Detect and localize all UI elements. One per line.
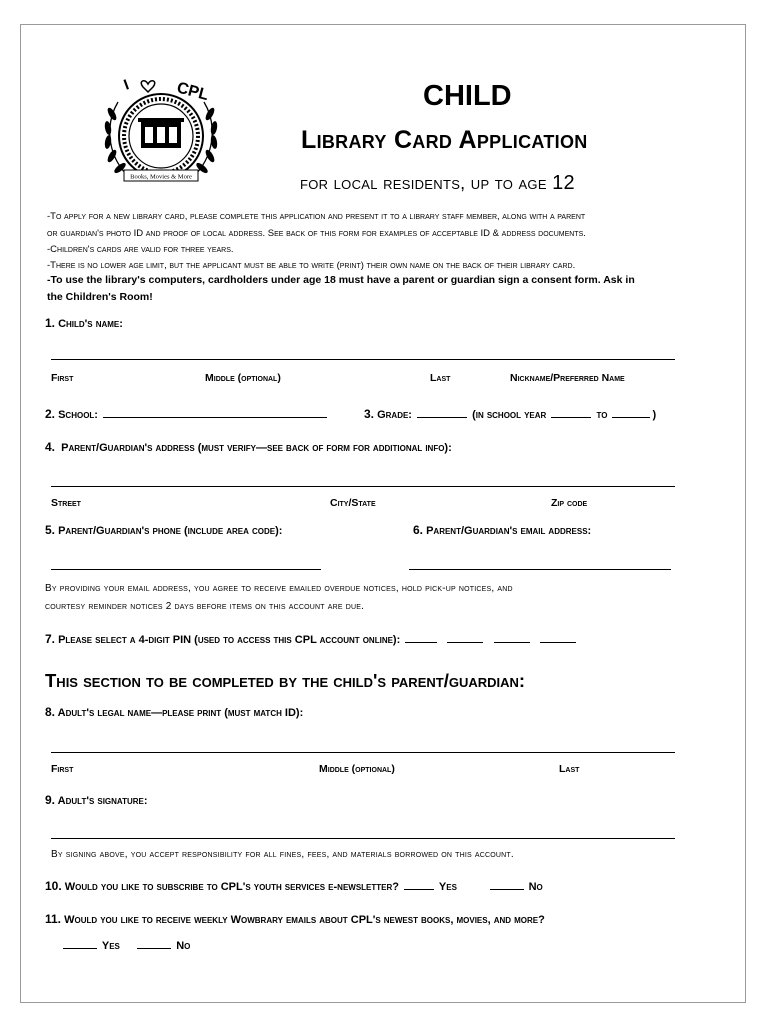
newsletter-no-field[interactable] [490, 878, 524, 890]
city-state-label: City/State [330, 497, 376, 509]
adult-last-label: Last [559, 763, 580, 775]
first-name-label: First [51, 372, 74, 384]
wowbrary-no-field[interactable] [137, 937, 171, 949]
street-label: Street [51, 497, 81, 509]
instruction-line: -To apply for a new library card, please complete this application and present it to a library staff member, along with a parent [47, 211, 586, 222]
signature-notice: By signing above, you accept responsibility for all fines, fees, and materials borrowed on this account. [51, 849, 514, 860]
instruction-line: or guardian's photo ID and proof of local address. See back of this form for examples of acceptable ID & address documents. [47, 228, 586, 239]
phone-field[interactable] [51, 569, 321, 570]
svg-text:Books, Movies & More: Books, Movies & More [130, 173, 192, 181]
q11-label: 11. Would you like to receive weekly Wowbrary emails about CPL's newest books, movies, and more? [45, 912, 545, 926]
email-notice: By providing your email address, you agree to receive emailed overdue notices, hold pick-up notices, and [45, 583, 513, 594]
instruction-line: -Children's cards are valid for three years. [47, 244, 234, 255]
email-notice: courtesy reminder notices 2 days before items on this account are due. [45, 601, 365, 612]
child-name-field[interactable] [51, 359, 675, 360]
form-title: CHILD [423, 80, 512, 112]
pin-digit-4-field[interactable] [540, 631, 576, 643]
instruction-line: -There is no lower age limit, but the applicant must be able to write (print) their own name on the back of their library card. [47, 260, 576, 271]
q9-label: 9. Adult's signature: [45, 793, 148, 807]
q8-label: 8. Adult's legal name—please print (must match ID): [45, 705, 304, 719]
q7-label: 7. Please select a 4-digit PIN (used to access this CPL account online): [45, 631, 578, 646]
adult-name-field[interactable] [51, 752, 675, 753]
parent-section-heading: This section to be completed by the child's parent/guardian: [45, 670, 526, 691]
q3-label: 3. Grade: (in school year to ) [364, 407, 657, 421]
library-seal-icon [96, 72, 226, 197]
email-field[interactable] [409, 569, 671, 570]
q4-label: 4. Parent/Guardian's address (must verify—see back of form for additional info): [45, 440, 452, 454]
newsletter-yes-field[interactable] [404, 878, 434, 890]
school-year-end-field[interactable] [612, 406, 650, 418]
q2-label: 2. School: [45, 406, 329, 421]
q6-label: 6. Parent/Guardian's email address: [413, 523, 592, 537]
svg-text:CPL: CPL [174, 79, 211, 105]
last-name-label: Last [430, 372, 451, 384]
address-field[interactable] [51, 486, 675, 487]
wowbrary-yes-field[interactable] [63, 937, 97, 949]
adult-first-label: First [51, 763, 74, 775]
nickname-label: Nickname/Preferred Name [510, 372, 625, 384]
q5-label: 5. Parent/Guardian's phone (include area code): [45, 523, 283, 537]
svg-text:I: I [121, 76, 132, 94]
instruction-line: the Children's Room! [47, 291, 153, 303]
q1-label: 1. Child's name: [45, 316, 123, 330]
cpl-logo [96, 72, 226, 197]
instruction-line: -To use the library's computers, cardholders under age 18 must have a parent or guardian sign a consent form. Ask in [47, 274, 635, 286]
application-form [20, 24, 746, 1003]
zip-label: Zip code [551, 497, 588, 509]
adult-middle-label: Middle (optional) [319, 763, 395, 775]
form-tagline: for local residents, up to age 12 [300, 172, 575, 194]
grade-field[interactable] [417, 406, 467, 418]
school-field[interactable] [103, 406, 327, 418]
q10-label: 10. Would you like to subscribe to CPL's youth services e-newsletter? Yes No [45, 879, 543, 893]
adult-signature-field[interactable] [51, 838, 675, 839]
pin-digit-1-field[interactable] [405, 631, 437, 643]
q11-options: Yes No [61, 937, 190, 952]
middle-name-label: Middle (optional) [205, 372, 281, 384]
pin-digit-2-field[interactable] [447, 631, 483, 643]
pin-digit-3-field[interactable] [494, 631, 530, 643]
school-year-start-field[interactable] [551, 406, 591, 418]
form-subtitle: Library Card Application [301, 126, 588, 154]
